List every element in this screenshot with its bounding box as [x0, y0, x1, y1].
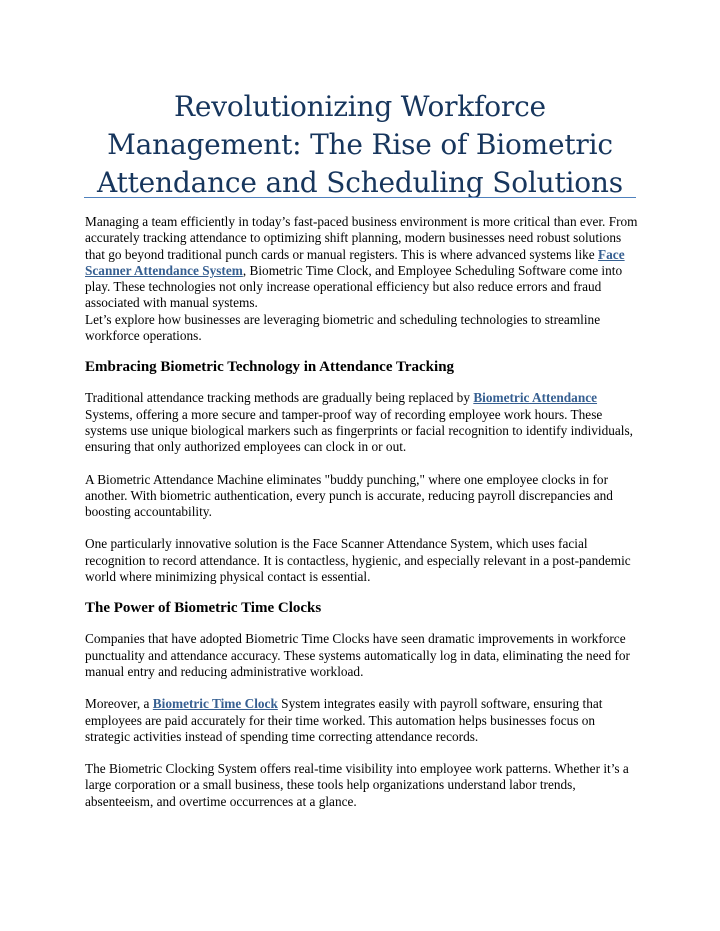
document-title: Revolutionizing Workforce Management: The Rise of Biometric Attendance and Scheduling Solutions: [97, 90, 623, 199]
section1-p1-text-b: Systems, offering a more secure and tamper-proof way of recording employee work hours. These systems use unique biological markers such as fingerprints or facial recognition to identify individuals, ensuring that only authorized employees can clock in or out.: [85, 406, 634, 455]
biometric-time-clock-link[interactable]: Biometric Time Clock: [152, 696, 278, 712]
section1-heading: Embracing Biometric Technology in Attendance Tracking: [85, 359, 455, 376]
section1-paragraph-3: One particularly innovative solution is the Face Scanner Attendance System, which uses facial recognition to record attendance. It is contactless, hygienic, and especially relevant in a post-pandemic world where minimizing physical contact is essential.: [85, 536, 631, 585]
section2-paragraph-2: [85, 696, 640, 745]
section2-p2-text-b: System integrates easily with payroll software, ensuring that employees are paid accurately for their time worked. This automation helps businesses focus on strategic activities instead of spending time correcting attendance records.: [85, 696, 603, 744]
intro-text-b: , Biometric Time Clock, and Employee Scheduling Software come into play. These technologies not only increase operational efficiency but also reduce errors and fraud associated with manual systems.: [85, 262, 623, 311]
face-scanner-link[interactable]: Face Scanner Attendance System: [85, 246, 625, 278]
section2-paragraph-3: The Biometric Clocking System offers real-time visibility into employee work patterns. Whether it’s a large corporation or a small business, these tools help organizations understand labor trends, absenteeism, and overtime occurrences at a glance.: [85, 761, 629, 809]
section2-p2-text-a: Moreover, a: [85, 696, 153, 712]
intro-text-a: Managing a team efficiently in today’s fast-paced business environment is more critical than ever. From accurately tracking attendance to optimizing shift planning, modern businesses need robust solutions that go beyond traditional punch cards or manual registers. This is where advanced systems like: [85, 214, 638, 262]
biometric-attendance-link[interactable]: Biometric Attendance: [473, 390, 598, 406]
section1-p1-text-a: Traditional attendance tracking methods are gradually being replaced by: [85, 390, 474, 406]
section2-heading: The Power of Biometric Time Clocks: [85, 600, 322, 617]
section1-paragraph-2: A Biometric Attendance Machine eliminates "buddy punching," where one employee clocks in for another. With biometric authentication, every punch is accurate, reducing payroll discrepancies and boosting accountability.: [85, 471, 613, 520]
title-underline: [84, 197, 636, 198]
intro-paragraph-2: Let’s explore how businesses are leveraging biometric and scheduling technologies to streamline workforce operations.: [85, 311, 601, 344]
section2-paragraph-1: Companies that have adopted Biometric Time Clocks have seen dramatic improvements in workforce punctuality and attendance accuracy. These systems automatically log in data, eliminating the need for manual entry and reducing administrative workload.: [85, 631, 630, 679]
section1-paragraph-1: [85, 390, 640, 455]
intro-paragraph: [85, 214, 640, 312]
document-body: [85, 214, 640, 810]
